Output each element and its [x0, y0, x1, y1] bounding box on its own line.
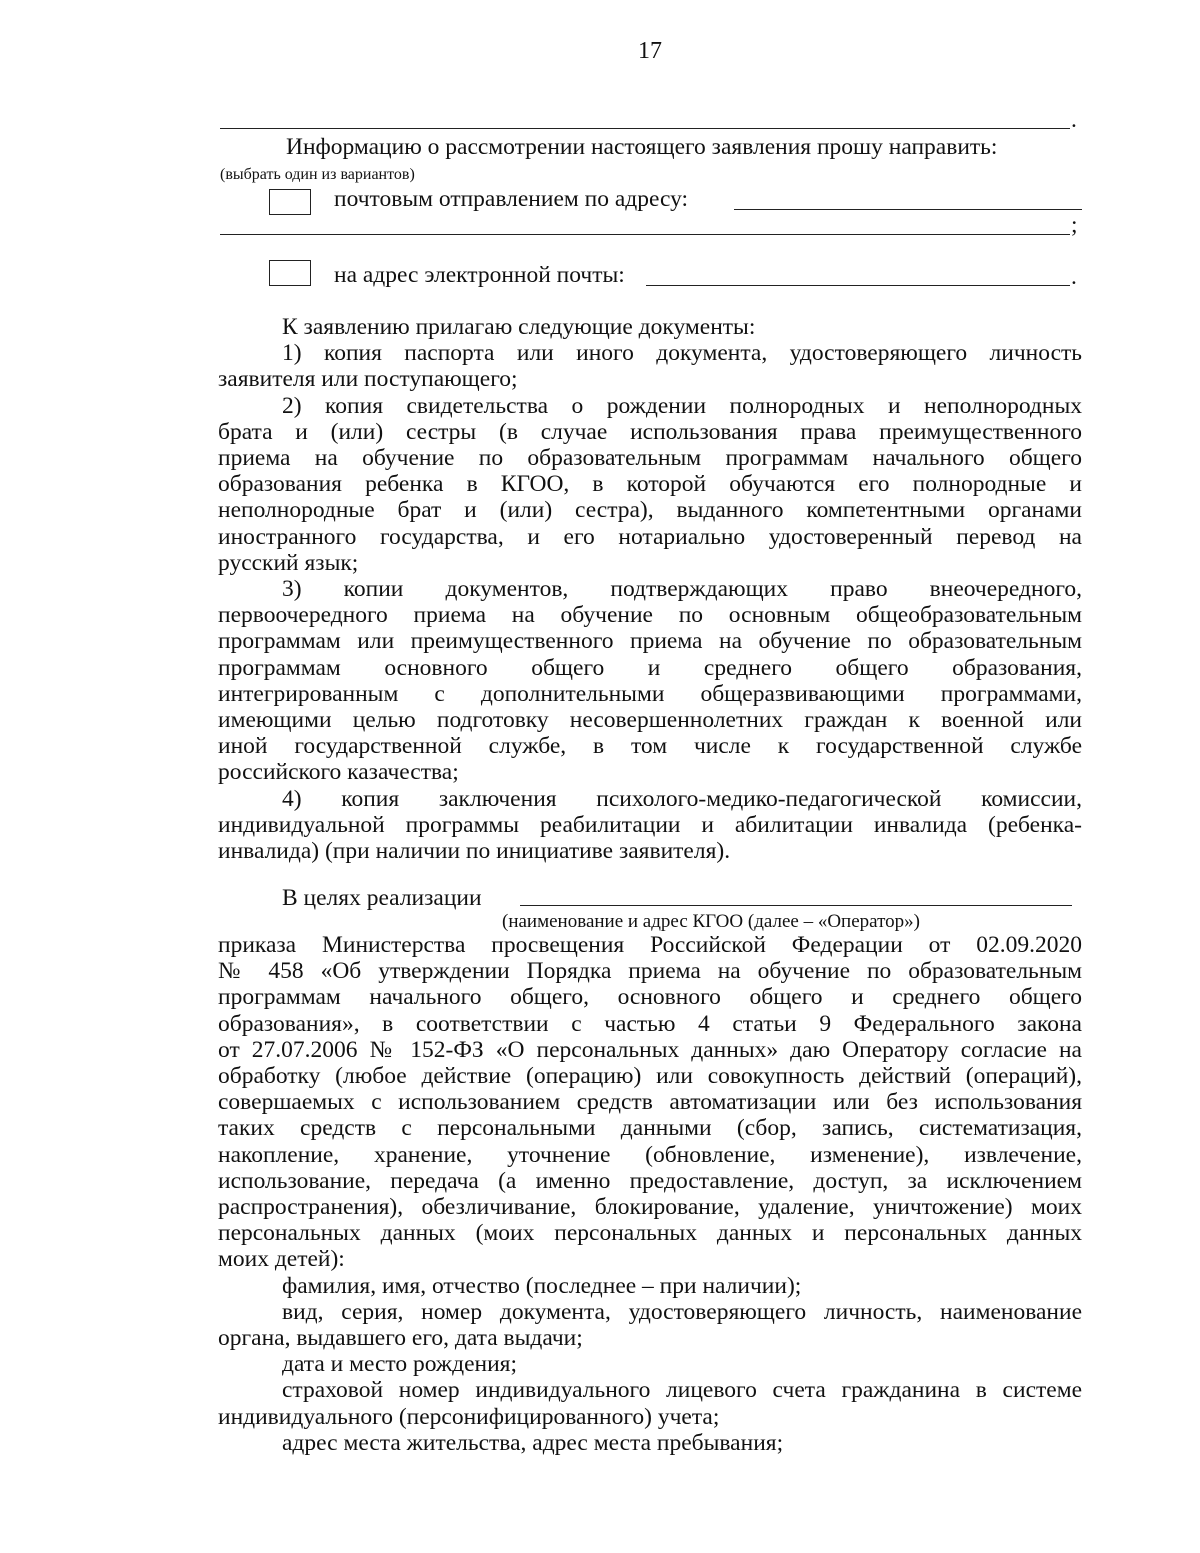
doc-item-2-line: образования ребенка в КГОО, в которой обучаются его полнородные и [218, 471, 1082, 498]
postal-address-field-line2[interactable] [220, 234, 1070, 235]
email-end-mark: . [1071, 264, 1077, 290]
consent-line: распространения), обезличивание, блокирование, удаление, уничтожение) моих [218, 1194, 1082, 1221]
personal-data-item: адрес места жительства, адрес места пребывания; [282, 1429, 784, 1456]
doc-item-2-line: иностранного государства, и его нотариально удостоверенный перевод на [218, 523, 1082, 550]
doc-item-3-line: российского казачества; [218, 759, 459, 786]
consent-line: программам начального общего, основного общего и среднего общего [218, 984, 1082, 1011]
doc-item-3-line: иной государственной службе, в том числе к государственной службе [218, 733, 1082, 760]
doc-item-4-line: инвалида) (при наличии по инициативе заявителя). [218, 838, 731, 865]
doc-item-1-line: заявителя или поступающего; [218, 366, 518, 393]
choose-hint: (выбрать один из вариантов) [220, 166, 415, 183]
doc-item-4-line: 4) копия заключения психолого-медико-педагогической комиссии, [282, 785, 1082, 812]
consent-line: от 27.07.2006 № 152-ФЗ «О персональных данных» даю Оператору согласие на [218, 1036, 1082, 1063]
consent-line: совершаемых с использованием средств автоматизации или без использования [218, 1089, 1082, 1116]
consent-body [218, 932, 1082, 1456]
personal-data-item: органа, выдавшего его, дата выдачи; [218, 1325, 583, 1352]
email-option-label: на адрес электронной почты: [334, 262, 625, 288]
doc-item-3-line: программам или преимущественного приема на обучение по образовательным [218, 628, 1082, 655]
page-number: 17 [638, 38, 662, 64]
personal-data-item: вид, серия, номер документа, удостоверяющего личность, наименование [282, 1298, 1082, 1325]
doc-item-3-line: программам основного общего и среднего общего образования, [218, 654, 1082, 681]
postal-option-label: почтовым отправлением по адресу: [334, 186, 689, 212]
doc-item-2-line: неполнородные брат и (или) сестра), выданного компетентными органами [218, 497, 1082, 524]
doc-item-3-line: имеющими целью подготовку несовершеннолетних граждан к военной или [218, 707, 1082, 734]
personal-data-item: индивидуального (персонифицированного) учета; [218, 1403, 720, 1430]
consent-lead: В целях реализации [282, 885, 482, 911]
consent-line: моих детей): [218, 1246, 345, 1273]
personal-data-item: фамилия, имя, отчество (последнее – при наличии); [282, 1272, 802, 1299]
personal-data-item: страховой номер индивидуального лицевого счета гражданина в системе [282, 1377, 1082, 1404]
consent-line: обработку (любое действие (операцию) или совокупность действий (операций), [218, 1063, 1082, 1090]
info-heading: Информацию о рассмотрении настоящего заявления прошу направить: [286, 134, 998, 160]
doc-item-2-line: 2) копия свидетельства о рождении полнородных и неполнородных [282, 392, 1082, 419]
doc-item-3-line: 3) копии документов, подтверждающих право внеочередного, [282, 576, 1082, 603]
doc-item-2-line: брата и (или) сестры (в случае использования права преимущественного [218, 418, 1082, 445]
doc-item-2-line: приема на обучение по образовательным программам начального общего [218, 445, 1082, 472]
consent-line: персональных данных (моих персональных данных и персональных данных [218, 1220, 1082, 1247]
email-address-field[interactable] [646, 285, 1070, 286]
postal-end-mark: ; [1071, 212, 1078, 238]
postal-checkbox[interactable] [269, 189, 311, 215]
consent-line: таких средств с персональными данными (сбор, запись, систематизация, [218, 1115, 1082, 1142]
consent-line: образования», в соответствии с частью 4 статьи 9 Федерального закона [218, 1010, 1082, 1037]
top-line-dot: . [1071, 107, 1077, 133]
doc-item-2-line: русский язык; [218, 549, 359, 576]
operator-name-field[interactable] [520, 905, 1072, 906]
consent-line: накопление, хранение, уточнение (обновление, изменение), извлечение, [218, 1141, 1082, 1168]
documents-section [218, 314, 1082, 864]
consent-line: № 458 «Об утверждении Порядка приема на обучение по образовательным [218, 958, 1082, 985]
consent-line: приказа Министерства просвещения Российской Федерации от 02.09.2020 [218, 932, 1082, 958]
doc-item-1-line: 1) копия паспорта или иного документа, удостоверяющего личность [282, 340, 1082, 367]
doc-item-3-line: первоочередного приема на обучение по основным общеобразовательным [218, 602, 1082, 629]
operator-field-caption: (наименование и адрес КГОО (далее – «Оператор») [502, 911, 920, 932]
documents-intro: К заявлению прилагаю следующие документы: [282, 314, 756, 340]
doc-item-3-line: интегрированным с дополнительными общеразвивающими программами, [218, 680, 1082, 707]
postal-address-field[interactable] [734, 209, 1082, 210]
doc-item-4-line: индивидуальной программы реабилитации и абилитации инвалида (ребенка- [218, 811, 1082, 838]
personal-data-item: дата и место рождения; [282, 1351, 518, 1378]
consent-line: использование, передача (а именно предоставление, доступ, за исключением [218, 1167, 1082, 1194]
email-checkbox[interactable] [269, 260, 311, 286]
top-blank-line [220, 128, 1070, 129]
